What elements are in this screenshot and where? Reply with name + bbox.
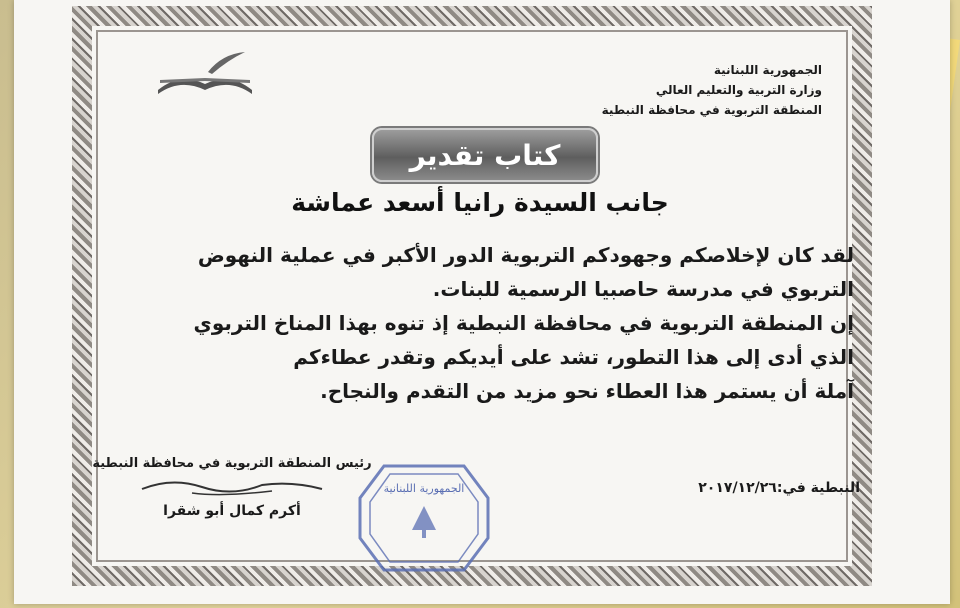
ministry-line-3: المنطقة التربوية في محافظة النبطية xyxy=(601,103,822,117)
certificate-title-plate xyxy=(372,128,598,182)
ministry-line-1: الجمهورية اللبنانية xyxy=(713,63,822,77)
signatory-title: رئيس المنطقة التربوية في محافظة النبطية xyxy=(92,456,372,471)
signatory-name: أكرم كمال أبو شقرا xyxy=(163,503,301,519)
issue-date: النبطية في:٢٠١٧/١٢/٢٦ xyxy=(698,480,860,496)
certificate-title: كتاب تقدير xyxy=(409,138,561,172)
certificate-body xyxy=(150,238,854,408)
body-line-4: الذي أدى إلى هذا التطور، تشد على أيديكم وتقدر عطاءكم xyxy=(293,345,854,369)
body-line-5: آملة أن يستمر هذا العطاء نحو مزيد من التقدم والنجاح. xyxy=(320,379,854,403)
cedar-tree-icon xyxy=(412,506,436,530)
ministry-header xyxy=(542,60,822,120)
open-book-logo-icon xyxy=(150,50,260,100)
official-stamp xyxy=(354,458,494,578)
handwritten-signature xyxy=(92,471,372,501)
ministry-line-2: وزارة التربية والتعليم العالي xyxy=(655,83,822,97)
addressee: جانب السيدة رانيا أسعد عماشة xyxy=(291,188,669,217)
body-line-3: إن المنطقة التربوية في محافظة النبطية إذ تنوه بهذا المناخ التربوي xyxy=(193,311,854,335)
stamp-text: الجمهورية اللبنانية xyxy=(383,482,465,495)
body-line-1: لقد كان لإخلاصكم وجهودكم التربوية الدور الأكبر في عملية النهوض xyxy=(197,243,854,267)
body-line-2: التربوي في مدرسة حاصبيا الرسمية للبنات. xyxy=(432,277,854,301)
signature-block xyxy=(92,456,372,519)
